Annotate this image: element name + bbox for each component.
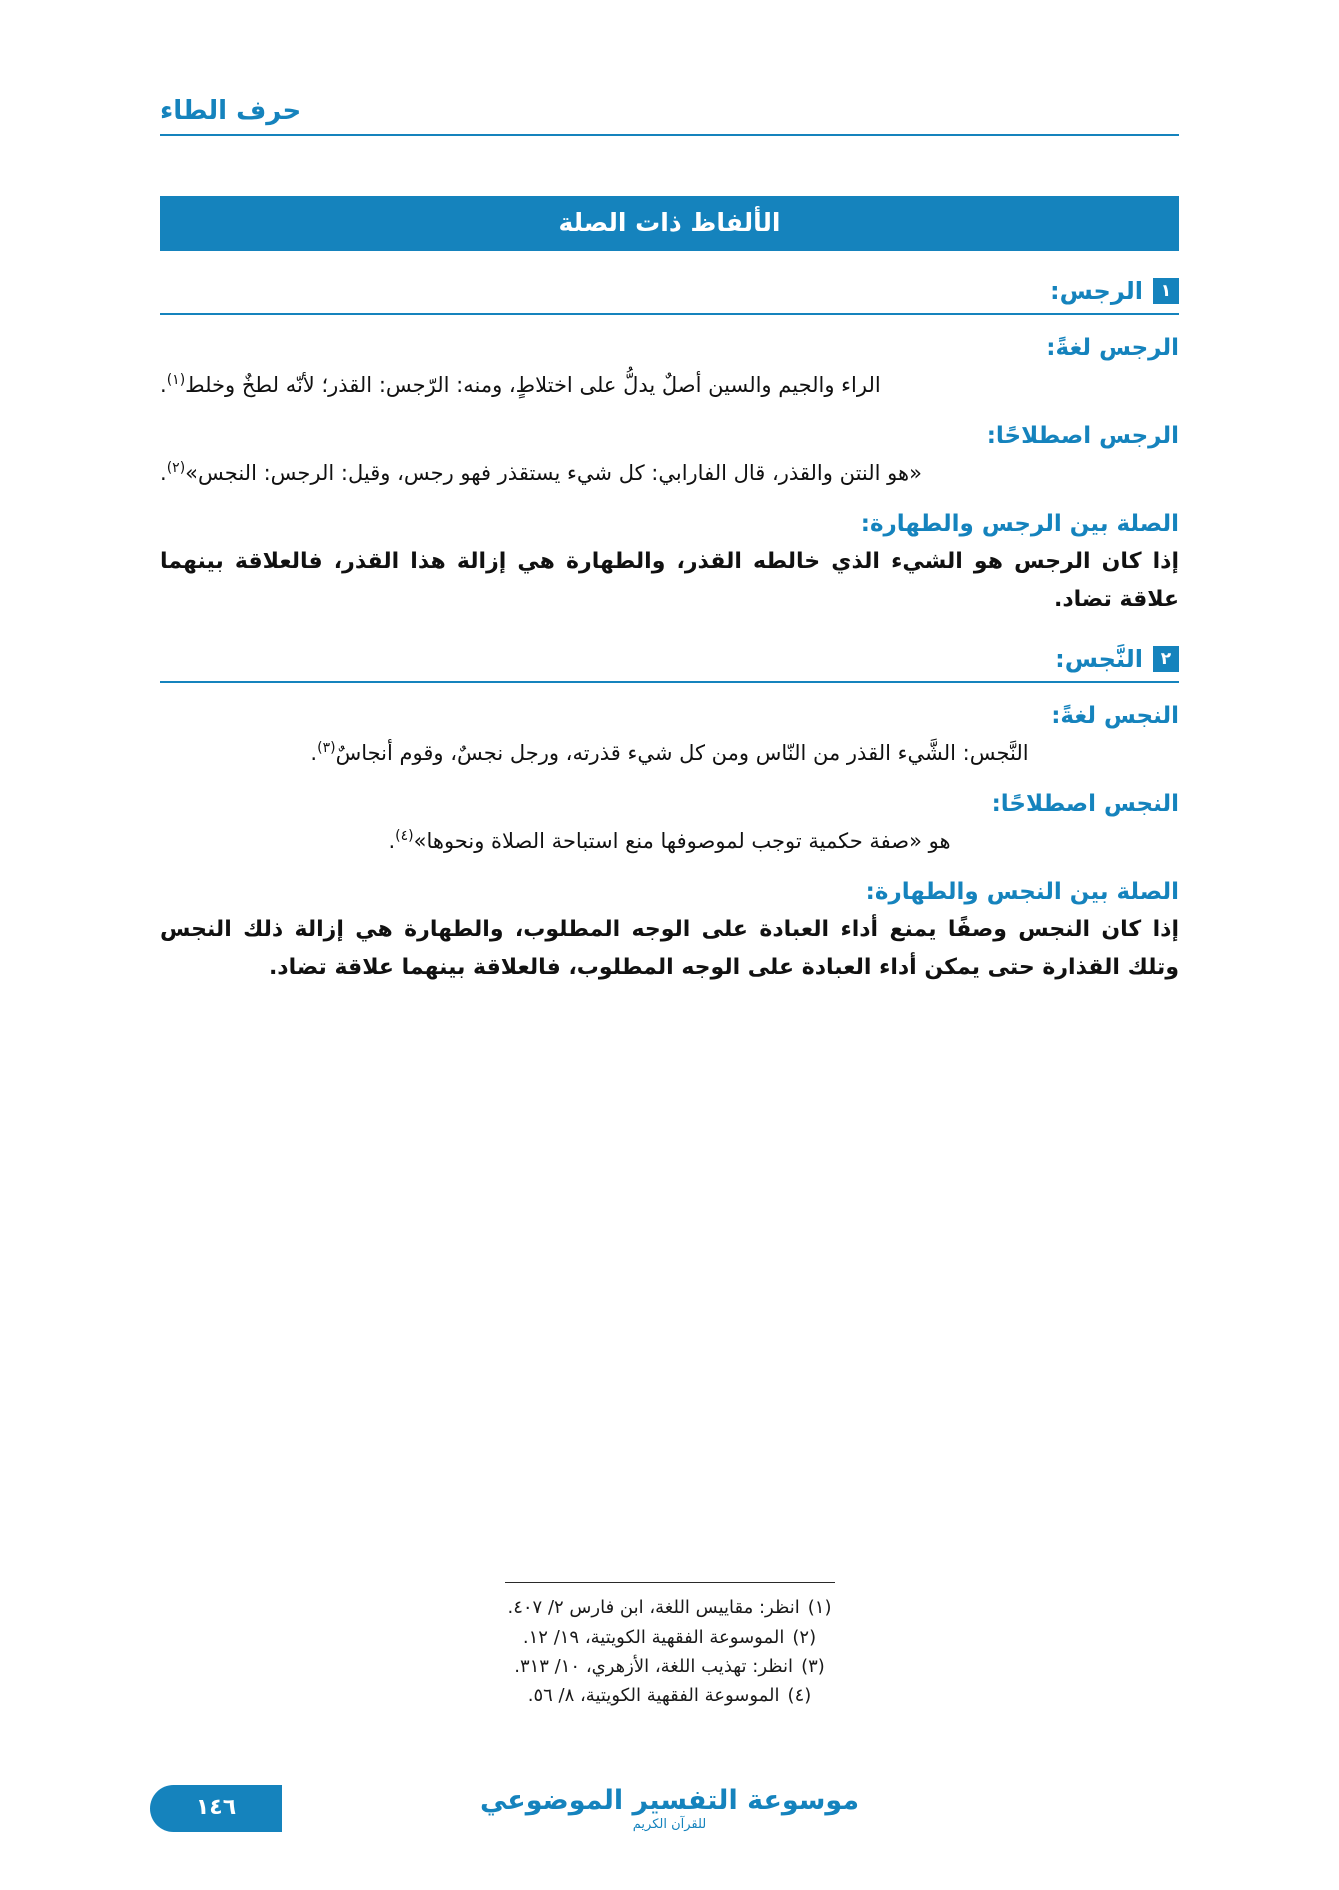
footnote-ref-1: (١) [166, 372, 186, 388]
footnote-text: انظر: مقاييس اللغة، ابن فارس ٢/ ٤٠٧. [507, 1597, 800, 1619]
section-title-2: النَّجس: [1055, 644, 1143, 673]
paragraph-text: هو «صفة حكمية توجب لموصوفها منع استباحة الصلاة ونحوها» [413, 828, 951, 853]
footnote-text: الموسوعة الفقهية الكويتية، ١٩/ ١٢. [522, 1626, 785, 1648]
footnote-item [160, 1652, 1179, 1681]
section-title-1: الرجس: [1050, 277, 1143, 305]
paragraph-text: إذا كان النجس وصفًا يمنع أداء العبادة على الوجه المطلوب، والطهارة هي إزالة ذلك النجس وتلك القذارة حتى يمكن أداء العبادة على الوجه المطلوب، فالعلاقة بينهما علاقة تضاد. [160, 917, 1179, 980]
footnote-item [160, 1681, 1179, 1710]
section-heading-2 [160, 645, 1179, 683]
publisher-logo-sub: للقرآن الكريم [632, 1817, 707, 1832]
paragraph-rijs-relation [160, 543, 1179, 619]
footnote-text: انظر: تهذيب اللغة، الأزهري، ١٠/ ٣١٣. [514, 1655, 794, 1677]
footnote-marker: (١) [807, 1597, 832, 1619]
page-footer [0, 1754, 1339, 1838]
subheading-najis-istilahan: النجس اصطلاحًا: [991, 790, 1179, 817]
page-header [160, 96, 1179, 136]
footnote-marker: (٤) [787, 1684, 812, 1706]
page-content [160, 196, 1179, 987]
footnote-ref-2: (٢) [166, 460, 186, 477]
subheading-rijs-istilahan: الرجس اصطلاحًا: [986, 423, 1179, 450]
paragraph-najis-istilahan [160, 823, 1179, 859]
footnotes-area [160, 1582, 1179, 1710]
section-number-2: ٢ [1153, 646, 1179, 672]
footnote-marker: (٣) [801, 1655, 825, 1677]
publisher-logo [479, 1784, 860, 1832]
paragraph-text: «هو النتن والقذر، قال الفارابي: كل شيء يستقذر فهو رجس، وقيل: الرجس: النجس» [185, 461, 922, 486]
paragraph-tail: . [160, 373, 167, 397]
related-terms-banner: الألفاظ ذات الصلة [160, 196, 1179, 251]
footnotes-list [160, 1593, 1179, 1710]
publisher-logo-main: موسوعة التفسير الموضوعي [479, 1784, 860, 1816]
footnote-ref-4: (٤) [395, 827, 414, 844]
footnote-item [160, 1593, 1179, 1622]
footnote-text: الموسوعة الفقهية الكويتية، ٨/ ٥٦. [527, 1684, 780, 1706]
paragraph-tail: . [310, 740, 318, 765]
paragraph-text: الراء والجيم والسين أصلٌ يدلُّ على اختلاطٍ، ومنه: الرّجس: القذر؛ لأنّه لطخٌ وخلط [185, 373, 881, 397]
paragraph-tail: . [388, 828, 396, 853]
paragraph-tail: . [160, 461, 167, 486]
paragraph-text: النَّجس: الشَّيء القذر من النّاس ومن كل شيء قذرته، ورجل نجسٌ، وقوم أنجاسٌ [335, 740, 1029, 765]
paragraph-najis-relation [160, 911, 1179, 987]
subheading-rijs-lughatan: الرجس لغةً: [1046, 335, 1179, 361]
subheading-najis-lughatan: النجس لغةً: [1051, 702, 1179, 729]
paragraph-rijs-lughatan [160, 367, 1179, 403]
header-divider [160, 134, 1179, 136]
section-heading-1 [160, 277, 1179, 315]
footnote-item [160, 1623, 1179, 1652]
subheading-najis-relation: الصلة بين النجس والطهارة: [865, 879, 1179, 906]
subheading-rijs-relation: الصلة بين الرجس والطهارة: [860, 511, 1179, 538]
paragraph-najis-lughatan [160, 735, 1179, 771]
section-number-1: ١ [1153, 278, 1179, 304]
page-header-title: حرف الطاء [160, 96, 302, 126]
footnotes-divider [505, 1582, 835, 1583]
page-number: ١٤٦ [150, 1785, 282, 1832]
paragraph-text: إذا كان الرجس هو الشيء الذي خالطه القذر، والطهارة هي إزالة هذا القذر، فالعلاقة بينهما علاقة تضاد. [160, 549, 1179, 613]
footnote-marker: (٢) [792, 1626, 817, 1648]
footnote-ref-3: (٣) [317, 739, 336, 756]
paragraph-rijs-istilahan [160, 455, 1179, 491]
